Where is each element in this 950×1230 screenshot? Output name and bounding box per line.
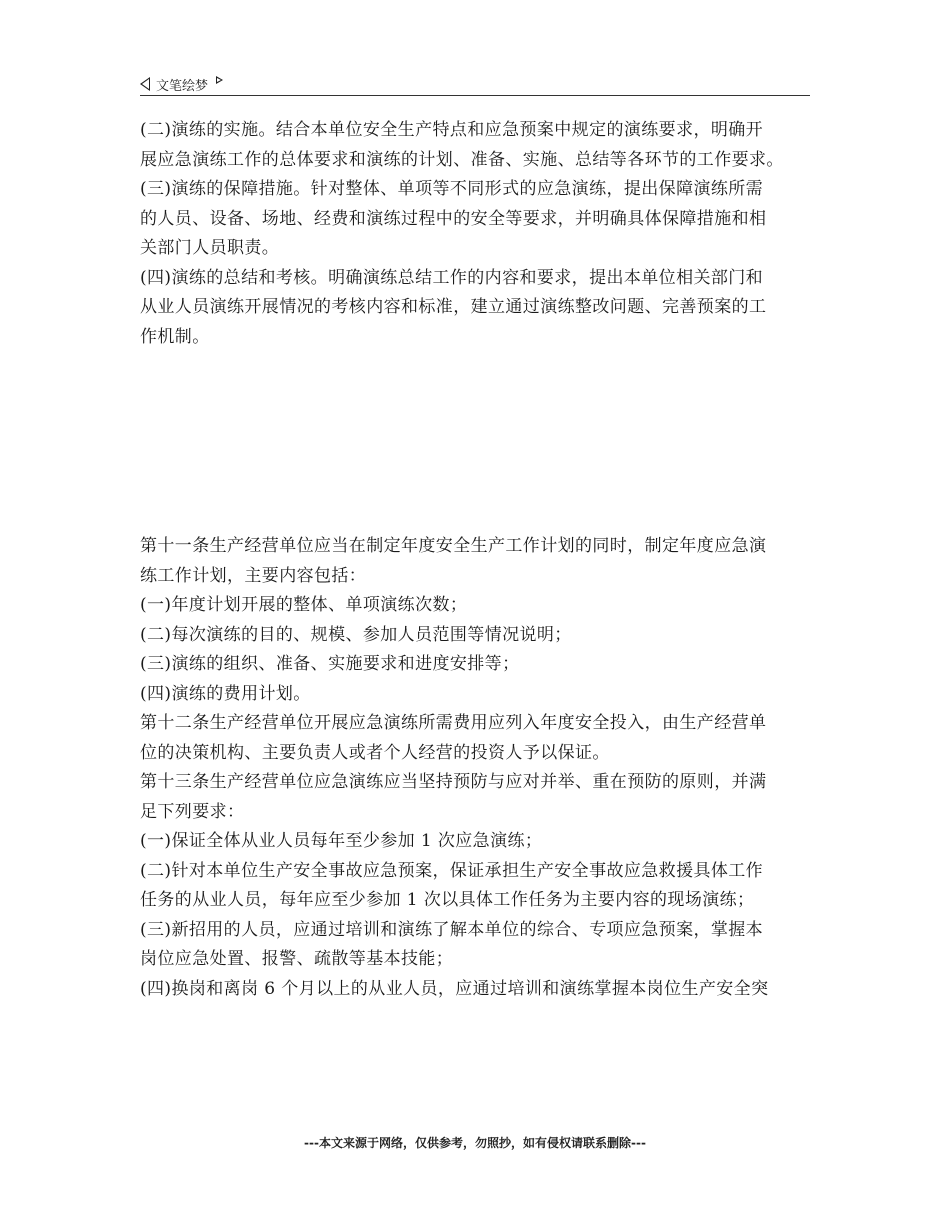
header-title: 文笔绘梦 — [156, 78, 209, 94]
text-line: (二)针对本单位生产安全事故应急预案，保证承担生产安全事故应急救援具体工作 — [140, 860, 764, 881]
text-line: (四)换岗和离岗 6 个月以上的从业人员，应通过培训和演练掌握本岗位生产安全突 — [140, 978, 769, 999]
text-line: 任务的从业人员，每年应至少参加 1 次以具体工作任务为主要内容的现场演练； — [140, 890, 755, 910]
text-line: 第十二条生产经营单位开展应急演练所需费用应列入年度安全投入，由生产经营单 — [140, 713, 767, 733]
text-line: (一)保证全体从业人员每年至少参加 1 次应急演练； — [140, 831, 543, 851]
text-line: 作机制。 — [140, 326, 210, 347]
text-line: 的人员、设备、场地、经费和演练过程中的安全等要求，并明确具体保障措施和相 — [140, 208, 767, 229]
triangle-right-icon — [216, 76, 223, 84]
text-line: 从业人员演练开展情况的考核内容和标准，建立通过演练整改问题、完善预案的工 — [140, 297, 767, 317]
triangle-left-icon — [140, 77, 150, 91]
text-line: (三)演练的组织、准备、实施要求和进度安排等； — [140, 654, 520, 674]
text-line: (四)演练的费用计划。 — [140, 683, 311, 704]
page-footer: ---本文来源于网络，仅供参考，勿照抄，如有侵权请联系删除--- — [304, 1136, 646, 1150]
text-line: 第十一条生产经营单位应当在制定年度安全生产工作计划的同时，制定年度应急演 — [140, 536, 767, 556]
text-line: (二)演练的实施。结合本单位安全生产特点和应急预案中规定的演练要求，明确开 — [140, 120, 764, 140]
text-line: (一)年度计划开展的整体、单项演练次数； — [140, 595, 468, 615]
text-line: (三)新招用的人员，应通过培训和演练了解本单位的综合、专项应急预案，掌握本 — [140, 919, 764, 940]
text-line: 第十三条生产经营单位应急演练应当坚持预防与应对并举、重在预防的原则，并满 — [140, 772, 767, 792]
text-line: 岗位应急处置、报警、疏散等基本技能； — [140, 949, 454, 969]
text-line: 足下列要求： — [140, 801, 245, 822]
header-divider — [140, 95, 810, 96]
text-line: 展应急演练工作的总体要求和演练的计划、准备、实施、总结等各环节的工作要求。 — [140, 149, 784, 170]
text-line: 关部门人员职责。 — [140, 238, 280, 258]
text-line: (四)演练的总结和考核。明确演练总结工作的内容和要求，提出本单位相关部门和 — [140, 267, 764, 288]
text-line: (二)每次演练的目的、规模、参加人员范围等情况说明； — [140, 624, 572, 645]
paragraph-block-2 — [140, 532, 820, 1004]
text-line: 练工作计划，主要内容包括： — [140, 565, 367, 586]
paragraph-block-1 — [140, 116, 820, 352]
page-header — [140, 72, 810, 96]
text-line: 位的决策机构、主要负责人或者个人经营的投资人予以保证。 — [140, 742, 610, 763]
text-line: (三)演练的保障措施。针对整体、单项等不同形式的应急演练，提出保障演练所需 — [140, 179, 764, 199]
